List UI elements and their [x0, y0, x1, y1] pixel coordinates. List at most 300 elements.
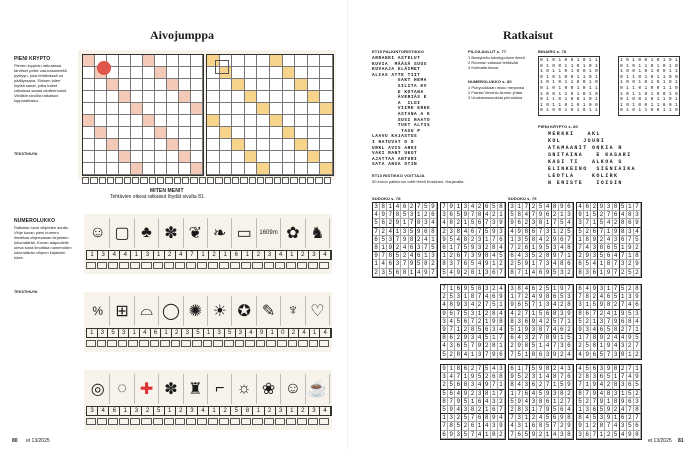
digit-cell: 2	[165, 251, 176, 259]
crossword-cell[interactable]	[83, 55, 95, 67]
crossword-cell[interactable]	[83, 115, 95, 127]
crossword-cell[interactable]	[270, 115, 283, 127]
crossword-cell[interactable]	[308, 127, 321, 139]
crossword-cell[interactable]	[245, 103, 258, 115]
crossword-cell[interactable]	[257, 127, 270, 139]
crossword-cell[interactable]	[155, 91, 167, 103]
crossword-cell[interactable]	[83, 163, 95, 175]
sudoku-cell: 1	[373, 260, 380, 268]
crossword-cell[interactable]	[308, 55, 321, 67]
crossword-cell[interactable]	[283, 151, 296, 163]
crossword-cell[interactable]	[270, 79, 283, 91]
crossword-cell[interactable]	[167, 55, 179, 67]
sudoku-cell: 8	[484, 252, 491, 260]
sudoku-cell: 7	[530, 211, 537, 219]
crossword-cell[interactable]	[320, 91, 333, 103]
crossword-cell[interactable]	[295, 151, 308, 163]
crossword-cell[interactable]	[220, 127, 233, 139]
sudoku-cell: 8	[455, 365, 462, 373]
sudoku-cell: 1	[498, 211, 505, 219]
sudoku-cell: 8	[477, 211, 484, 219]
crossword-cell[interactable]	[143, 67, 155, 79]
crossword-cell[interactable]	[295, 67, 308, 79]
crossword-cell[interactable]	[320, 55, 333, 67]
pilo-lines	[468, 55, 530, 70]
crossword-cell[interactable]	[119, 115, 131, 127]
sudoku-cell: 7	[584, 219, 591, 227]
crossword-cell[interactable]	[167, 115, 179, 127]
digit-cell: 3	[236, 329, 247, 337]
crossword-cell[interactable]	[107, 139, 119, 151]
crossword-cell[interactable]	[270, 139, 283, 151]
sudoku-cell: 4	[577, 351, 584, 359]
crossword-cell[interactable]	[191, 127, 203, 139]
sudoku-cell: 9	[605, 406, 612, 414]
sudoku-cell: 8	[469, 269, 476, 277]
crossword-cell[interactable]	[283, 139, 296, 151]
crossword-cell[interactable]	[270, 151, 283, 163]
crossword-cell[interactable]	[270, 127, 283, 139]
crossword-cell[interactable]	[107, 151, 119, 163]
crossword-cell[interactable]	[179, 115, 191, 127]
crossword-cell[interactable]	[95, 79, 107, 91]
crossword-cell[interactable]	[308, 151, 321, 163]
sudoku-cell: 7	[401, 260, 408, 268]
sudoku-cell: 9	[634, 373, 641, 381]
crossword-cell[interactable]	[107, 163, 119, 175]
sudoku-cell: 2	[584, 398, 591, 406]
crossword-cell[interactable]	[245, 151, 258, 163]
crossword-cell[interactable]	[207, 91, 220, 103]
sudoku-cell: 7	[469, 431, 476, 439]
crossword-cell[interactable]	[155, 139, 167, 151]
crossword-cell[interactable]	[295, 163, 308, 175]
crossword-cell[interactable]	[191, 55, 203, 67]
et15-heading: ET15 PALKINTORISTIKKO	[372, 49, 424, 54]
crossword-cell[interactable]	[131, 55, 143, 67]
crossword-cell[interactable]	[83, 67, 95, 79]
sudoku-cell: 1	[634, 326, 641, 334]
sudoku-cell: 4	[516, 381, 523, 389]
crossword-cell[interactable]	[191, 139, 203, 151]
crossword-cell[interactable]	[143, 55, 155, 67]
sudoku-cell: 3	[545, 260, 552, 268]
sudoku-cell: 6	[577, 285, 584, 293]
crossword-cell[interactable]	[95, 103, 107, 115]
crossword-cell[interactable]	[83, 151, 95, 163]
crossword-cell[interactable]	[95, 151, 107, 163]
sudoku-cell: 7	[605, 422, 612, 430]
crossword-cell[interactable]	[257, 151, 270, 163]
crossword-cell[interactable]	[119, 139, 131, 151]
crossword-cell[interactable]	[295, 139, 308, 151]
crossword-cell[interactable]	[131, 115, 143, 127]
sudoku-cell: 1	[537, 342, 544, 350]
sudoku-cell: 4	[530, 269, 537, 277]
crossword-cell[interactable]	[179, 55, 191, 67]
crossword-cell[interactable]	[83, 127, 95, 139]
crossword-cell[interactable]	[207, 127, 220, 139]
crossword-cell[interactable]	[191, 115, 203, 127]
crossword-cell[interactable]	[220, 139, 233, 151]
crossword-cell[interactable]	[232, 55, 245, 67]
paw-icon: ✽	[159, 374, 183, 404]
sudoku-cell: 3	[441, 318, 448, 326]
crossword-cell[interactable]	[220, 151, 233, 163]
crossword-cell[interactable]	[295, 91, 308, 103]
sudoku-cell: 9	[591, 285, 598, 293]
crossword-cell[interactable]	[155, 67, 167, 79]
crossword-cell[interactable]	[155, 115, 167, 127]
crossword-cell[interactable]	[155, 151, 167, 163]
crossword-cell[interactable]	[191, 67, 203, 79]
crossword-cell[interactable]	[207, 139, 220, 151]
sudoku-cell: 4	[591, 326, 598, 334]
sudoku-grid	[576, 284, 642, 360]
sudoku-cell: 8	[448, 422, 455, 430]
digit-cell: 3	[309, 407, 320, 415]
crossword-cell[interactable]	[270, 67, 283, 79]
sudoku-cell: 2	[634, 244, 641, 252]
crossword-cell[interactable]	[257, 79, 270, 91]
crossword-cell[interactable]	[245, 139, 258, 151]
crossword-cell[interactable]	[167, 91, 179, 103]
crossword-cell[interactable]	[95, 91, 107, 103]
crossword-cell[interactable]	[131, 91, 143, 103]
sudoku-cell: 4	[523, 285, 530, 293]
crossword-cell[interactable]	[295, 103, 308, 115]
crossword-cell[interactable]	[95, 163, 107, 175]
sudoku-cell: 9	[598, 203, 605, 211]
crossword-cell[interactable]	[155, 103, 167, 115]
sudoku-cell: 8	[401, 269, 408, 277]
crossword-cell[interactable]	[119, 127, 131, 139]
pieni-krypto-credit: TEKSTIHUYA	[14, 152, 38, 156]
sudoku-cell: 2	[537, 252, 544, 260]
sudoku-cell: 8	[491, 431, 498, 439]
crossword-cell[interactable]	[179, 127, 191, 139]
sudoku-cell: 2	[591, 422, 598, 430]
crossword-cell[interactable]	[167, 163, 179, 175]
crossword-cell[interactable]	[131, 103, 143, 115]
crossword-cell[interactable]	[320, 103, 333, 115]
sudoku-cell: 7	[627, 365, 634, 373]
crossword-cell[interactable]	[320, 163, 333, 175]
crossword-cell[interactable]	[83, 91, 95, 103]
sudoku-cell: 7	[591, 431, 598, 439]
sudoku-cell: 1	[566, 252, 573, 260]
crossword-cell[interactable]	[283, 103, 296, 115]
crossword-cell[interactable]	[107, 91, 119, 103]
sudoku-cell: 2	[477, 301, 484, 309]
sudoku-cell: 4	[605, 310, 612, 318]
crossword-cell[interactable]	[207, 103, 220, 115]
digit-cell: 1	[287, 251, 298, 259]
crossword-cell[interactable]	[143, 151, 155, 163]
crossword-cell[interactable]	[283, 79, 296, 91]
crossword-cell[interactable]	[232, 151, 245, 163]
crossword-cell[interactable]	[308, 91, 321, 103]
sudoku-cell: 6	[484, 326, 491, 334]
crossword-cell[interactable]	[131, 67, 143, 79]
crossword-cell[interactable]	[167, 139, 179, 151]
sudoku-cell: 9	[598, 301, 605, 309]
sudoku-cell: 2	[401, 252, 408, 260]
crossword-cell[interactable]	[83, 79, 95, 91]
pieni-krypto-solution-heading: PIENI KRYPTO s. 80	[538, 124, 578, 129]
crossword-cell[interactable]	[232, 115, 245, 127]
crossword-cell[interactable]	[131, 151, 143, 163]
crossword-cell[interactable]	[320, 139, 333, 151]
crossword-cell[interactable]	[179, 151, 191, 163]
crossword-cell[interactable]	[131, 163, 143, 175]
sudoku-cell: 4	[577, 203, 584, 211]
crossword-cell[interactable]	[257, 91, 270, 103]
crossword-cell[interactable]	[308, 163, 321, 175]
crossword-cell[interactable]	[232, 127, 245, 139]
crossword-cell[interactable]	[232, 163, 245, 175]
sudoku-cell: 1	[552, 398, 559, 406]
digit-cell: 1	[87, 251, 98, 259]
sudoku-cell: 8	[498, 203, 505, 211]
sudoku-cell: 5	[523, 301, 530, 309]
numerolukko-line: 2 Frantsi Vecchio Armon yhtaa	[468, 90, 523, 95]
sudoku-cell: 8	[537, 219, 544, 227]
sudoku-cell: 3	[469, 310, 476, 318]
crossword-cell[interactable]	[283, 67, 296, 79]
crossword-cell[interactable]	[245, 115, 258, 127]
crossword-cell[interactable]	[320, 79, 333, 91]
crossword-cell[interactable]	[270, 163, 283, 175]
crossword-cell[interactable]	[245, 91, 258, 103]
crossword-cell[interactable]	[83, 139, 95, 151]
crossword-cell[interactable]	[220, 115, 233, 127]
crossword-cell[interactable]	[167, 67, 179, 79]
crossword-cell[interactable]	[107, 127, 119, 139]
sudoku-cell: 2	[516, 310, 523, 318]
crossword-cell[interactable]	[257, 103, 270, 115]
crossword-cell[interactable]	[308, 115, 321, 127]
crossword-cell[interactable]	[179, 103, 191, 115]
crossword-cell[interactable]	[119, 103, 131, 115]
crossword-cell[interactable]	[179, 91, 191, 103]
sudoku-cell: 2	[605, 431, 612, 439]
sudoku-cell: 9	[605, 342, 612, 350]
crossword-cell[interactable]	[119, 67, 131, 79]
crossword-cell[interactable]	[107, 79, 119, 91]
crossword-cell[interactable]	[143, 91, 155, 103]
crossword-cell[interactable]	[320, 67, 333, 79]
crossword-cell[interactable]	[119, 79, 131, 91]
crossword-cell[interactable]	[143, 127, 155, 139]
crossword-cell[interactable]	[257, 67, 270, 79]
crossword-cell[interactable]	[179, 79, 191, 91]
sudoku-cell: 3	[552, 244, 559, 252]
crossword-cell[interactable]	[220, 79, 233, 91]
crossword-cell[interactable]	[143, 103, 155, 115]
crossword-cell[interactable]	[155, 163, 167, 175]
sudoku-cell: 1	[620, 244, 627, 252]
sudoku-cell: 5	[598, 406, 605, 414]
digit-cell: 4	[246, 329, 257, 337]
crossword-cell[interactable]	[207, 151, 220, 163]
crossword-cell[interactable]	[119, 55, 131, 67]
sudoku-cell: 8	[380, 203, 387, 211]
digit-cell: 4	[120, 251, 131, 259]
crossword-cell[interactable]	[232, 91, 245, 103]
crossword-cell[interactable]	[295, 55, 308, 67]
crossword-cell[interactable]	[179, 139, 191, 151]
crossword-cell[interactable]	[143, 163, 155, 175]
crossword-cell[interactable]	[179, 163, 191, 175]
crossword-cell[interactable]	[155, 79, 167, 91]
sudoku-cell: 4	[448, 373, 455, 381]
crossword-cell[interactable]	[257, 163, 270, 175]
sudoku-cell: 3	[523, 252, 530, 260]
crossword-cell[interactable]	[155, 55, 167, 67]
crossword-cell[interactable]	[191, 151, 203, 163]
crossword-cell[interactable]	[295, 115, 308, 127]
sudoku-cell: 9	[620, 398, 627, 406]
crossword-cell[interactable]	[119, 151, 131, 163]
crossword-cell[interactable]	[232, 67, 245, 79]
sudoku-cell: 9	[613, 318, 620, 326]
digit-cell: 3	[98, 329, 109, 337]
crossword-cell[interactable]	[143, 139, 155, 151]
sudoku-cell: 4	[477, 334, 484, 342]
sudoku-cell: 5	[462, 310, 469, 318]
crossword-cell[interactable]	[191, 79, 203, 91]
crossword-cell[interactable]	[283, 55, 296, 67]
crossword-cell[interactable]	[95, 127, 107, 139]
sudoku-cell: 8	[566, 301, 573, 309]
sudoku-cell: 2	[559, 351, 566, 359]
crossword-cell[interactable]	[119, 163, 131, 175]
crossword-cell[interactable]	[320, 115, 333, 127]
crossword-cell[interactable]	[270, 103, 283, 115]
crossword-cell[interactable]	[320, 127, 333, 139]
crossword-cell[interactable]	[207, 79, 220, 91]
crossword-cell[interactable]	[207, 115, 220, 127]
crossword-cell[interactable]	[283, 115, 296, 127]
sudoku-cell: 5	[552, 269, 559, 277]
sudoku-cell: 4	[613, 334, 620, 342]
crossword-cell[interactable]	[191, 163, 203, 175]
crossword-cell[interactable]	[245, 55, 258, 67]
digit-cell: 4	[276, 251, 287, 259]
crossword-cell[interactable]	[245, 127, 258, 139]
sudoku-cell: 7	[491, 236, 498, 244]
right-page	[348, 0, 696, 450]
sudoku-cell: 6	[634, 301, 641, 309]
digit-cell: 1	[165, 407, 176, 415]
crossword-cell[interactable]	[167, 79, 179, 91]
crossword-cell[interactable]	[107, 103, 119, 115]
sudoku-cell: 1	[498, 342, 505, 350]
crossword-cell[interactable]	[119, 91, 131, 103]
crossword-cell[interactable]	[155, 127, 167, 139]
crossword-cell[interactable]	[245, 79, 258, 91]
crossword-cell[interactable]	[257, 139, 270, 151]
sudoku-cell: 5	[373, 219, 380, 227]
sudoku-cell: 8	[577, 390, 584, 398]
sudoku-cell: 9	[448, 406, 455, 414]
crossword-cell[interactable]	[283, 127, 296, 139]
ring-icon: ◌	[110, 374, 134, 404]
crossword-cell[interactable]	[131, 79, 143, 91]
crossword-cell[interactable]	[257, 55, 270, 67]
sudoku-cell: 1	[477, 310, 484, 318]
crossword-cell[interactable]	[245, 163, 258, 175]
sudoku-cell: 9	[462, 334, 469, 342]
crossword-cell[interactable]	[167, 151, 179, 163]
sudoku-cell: 6	[373, 236, 380, 244]
sudoku-cell: 3	[627, 293, 634, 301]
crossword-cell[interactable]	[270, 55, 283, 67]
crossword-cell[interactable]	[270, 91, 283, 103]
crossword-cell[interactable]	[95, 139, 107, 151]
crossword-cell[interactable]	[283, 163, 296, 175]
crossword-cell[interactable]	[220, 91, 233, 103]
crossword-cell[interactable]	[295, 127, 308, 139]
crossword-cell[interactable]	[179, 67, 191, 79]
crossword-cell[interactable]	[220, 163, 233, 175]
crossword-cell[interactable]	[131, 127, 143, 139]
sudoku-cell: 6	[509, 365, 516, 373]
crossword-cell[interactable]	[83, 103, 95, 115]
sudoku-cell: 1	[523, 414, 530, 422]
crossword-cell[interactable]	[320, 151, 333, 163]
sudoku-cell: 2	[416, 236, 423, 244]
crossword-cell[interactable]	[167, 127, 179, 139]
sudoku-cell: 5	[462, 342, 469, 350]
sudoku-cell: 3	[484, 269, 491, 277]
sudoku-cell: 3	[559, 310, 566, 318]
crossword-cell[interactable]	[191, 103, 203, 115]
crossword-cell[interactable]	[308, 79, 321, 91]
sudoku-cell: 2	[423, 211, 430, 219]
crossword-cell[interactable]	[232, 103, 245, 115]
crossword-cell[interactable]	[283, 91, 296, 103]
crossword-cell[interactable]	[220, 103, 233, 115]
crossword-cell[interactable]	[308, 103, 321, 115]
crossword-cell[interactable]	[207, 163, 220, 175]
sudoku-cell: 5	[620, 285, 627, 293]
crossword-cell[interactable]	[257, 115, 270, 127]
sudoku-cell: 9	[598, 334, 605, 342]
crossword-cell[interactable]	[143, 115, 155, 127]
crossword-cell[interactable]	[295, 79, 308, 91]
sudoku-cell: 3	[484, 285, 491, 293]
crossword-cell[interactable]	[167, 103, 179, 115]
crossword-cell[interactable]	[308, 139, 321, 151]
crossword-cell[interactable]	[191, 91, 203, 103]
crossword-cell[interactable]	[232, 79, 245, 91]
crossword-cell[interactable]	[143, 79, 155, 91]
crossword-cell[interactable]	[245, 67, 258, 79]
sudoku-cell: 3	[577, 431, 584, 439]
sudoku-cell: 8	[566, 431, 573, 439]
crossword-cell[interactable]	[107, 115, 119, 127]
sudoku-cell: 5	[530, 365, 537, 373]
sudoku-cell: 2	[634, 269, 641, 277]
digit-cell: 1	[204, 329, 215, 337]
sudoku-cell: 2	[484, 342, 491, 350]
crossword-cell[interactable]	[232, 139, 245, 151]
crossword-cell[interactable]	[308, 67, 321, 79]
crossword-cell[interactable]	[95, 115, 107, 127]
crossword-cell[interactable]	[131, 139, 143, 151]
